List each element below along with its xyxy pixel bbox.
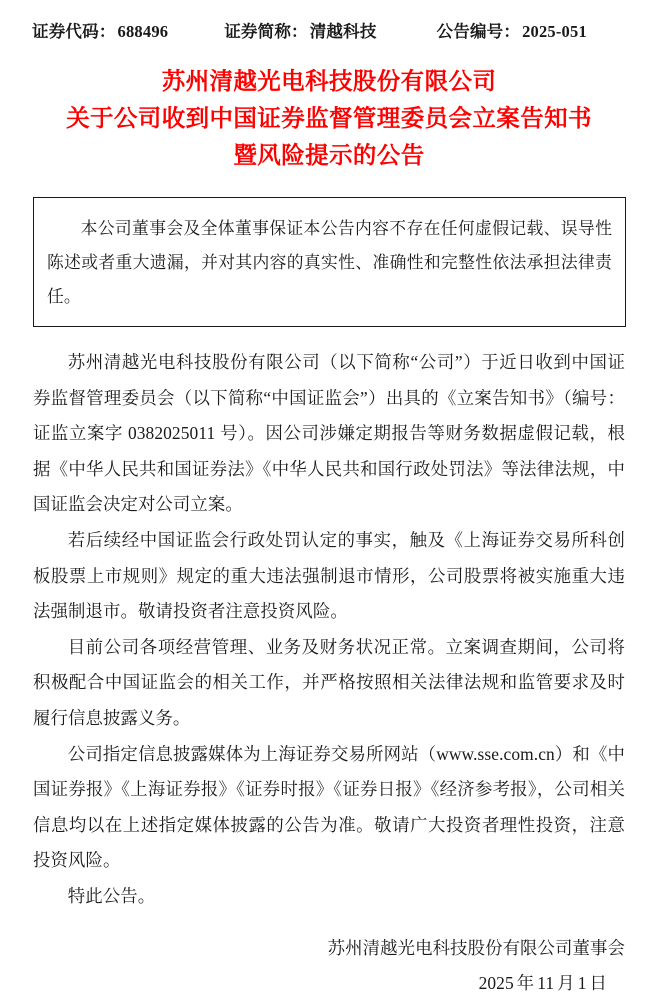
signature-year: 2025 <box>478 973 514 994</box>
signature-month: 11 <box>537 973 555 994</box>
signature-year-unit: 年 <box>516 973 535 994</box>
signature-company: 苏州清越光电科技股份有限公司董事会 <box>327 937 625 958</box>
signature-month-unit: 月 <box>557 973 575 994</box>
body-paragraph-5: 特此公告。 <box>67 885 156 906</box>
board-disclaimer-box <box>33 197 626 327</box>
security-abbr-colon: ： <box>291 22 308 41</box>
bulletin-number-colon: ： <box>503 22 521 41</box>
body-paragraph-3: 目前公司各项经营管理、业务及财务状况正常。立案调查期间，公司将积极配合中国证监会的相关工作，并严格按照相关法律法规和监管要求及时履行信息披露义务。 <box>33 636 625 728</box>
announcement-body <box>0 327 658 915</box>
body-paragraph-4: 公司指定信息披露媒体为上海证券交易所网站（www.sse.com.cn）和《中国证券报》《上海证券报》《证券时报》《证券日报》《经济参考报》，公司相关信息均以在上述指定媒体披露的公告为准。敬请广大投资者理性投资，注意投资风险。 <box>33 743 625 871</box>
bulletin-number-label: 公告编号 <box>436 22 504 41</box>
security-code-label: 证券代码 <box>32 22 99 41</box>
body-paragraph-1: 苏州清越光电科技股份有限公司（以下简称“公司”）于近日收到中国证券监督管理委员会（以下简称“中国证监会”）出具的《立案告知书》（编号：证监立案字 0382025011 号）。因公司涉嫌定期报告等财务数据虚假记载，根据《中华人民共和国证券法》《中华人民共和国行政处罚法》等法律法规，中国证监会决定对公司立案。 <box>33 352 625 515</box>
signature-date <box>33 966 625 1002</box>
security-code-colon: ： <box>98 22 116 41</box>
title-line-2: 关于公司收到中国证券监督管理委员会立案告知书 <box>66 106 592 132</box>
signature-day-unit: 日 <box>589 973 607 994</box>
security-abbr-value: 清越科技 <box>309 22 377 41</box>
title-line-3: 暨风险提示的公告 <box>233 143 425 169</box>
signature-block <box>0 931 658 1002</box>
security-abbr-label: 证券简称 <box>224 22 292 41</box>
security-code-field <box>32 18 168 42</box>
security-code-value: 688496 <box>117 22 169 41</box>
page-title <box>0 64 658 175</box>
title-line-1: 苏州清越光电科技股份有限公司 <box>161 69 497 95</box>
body-top-spacer <box>33 327 625 345</box>
signature-day: 1 <box>577 973 587 994</box>
bulletin-number-value: 2025-051 <box>522 22 587 41</box>
board-disclaimer-text: 本公司董事会及全体董事保证本公告内容不存在任何虚假记载、误导性陈述或者重大遗漏，并对其内容的真实性、准确性和完整性依法承担法律责任。 <box>47 219 612 306</box>
bulletin-number-field <box>437 18 587 42</box>
security-abbr-field <box>224 18 376 42</box>
body-paragraph-2: 若后续经中国证监会行政处罚认定的事实，触及《上海证券交易所科创板股票上市规则》规定的重大违法强制退市情形，公司股票将被实施重大违法强制退市。敬请投资者注意投资风险。 <box>33 529 625 622</box>
document-header <box>0 0 658 42</box>
